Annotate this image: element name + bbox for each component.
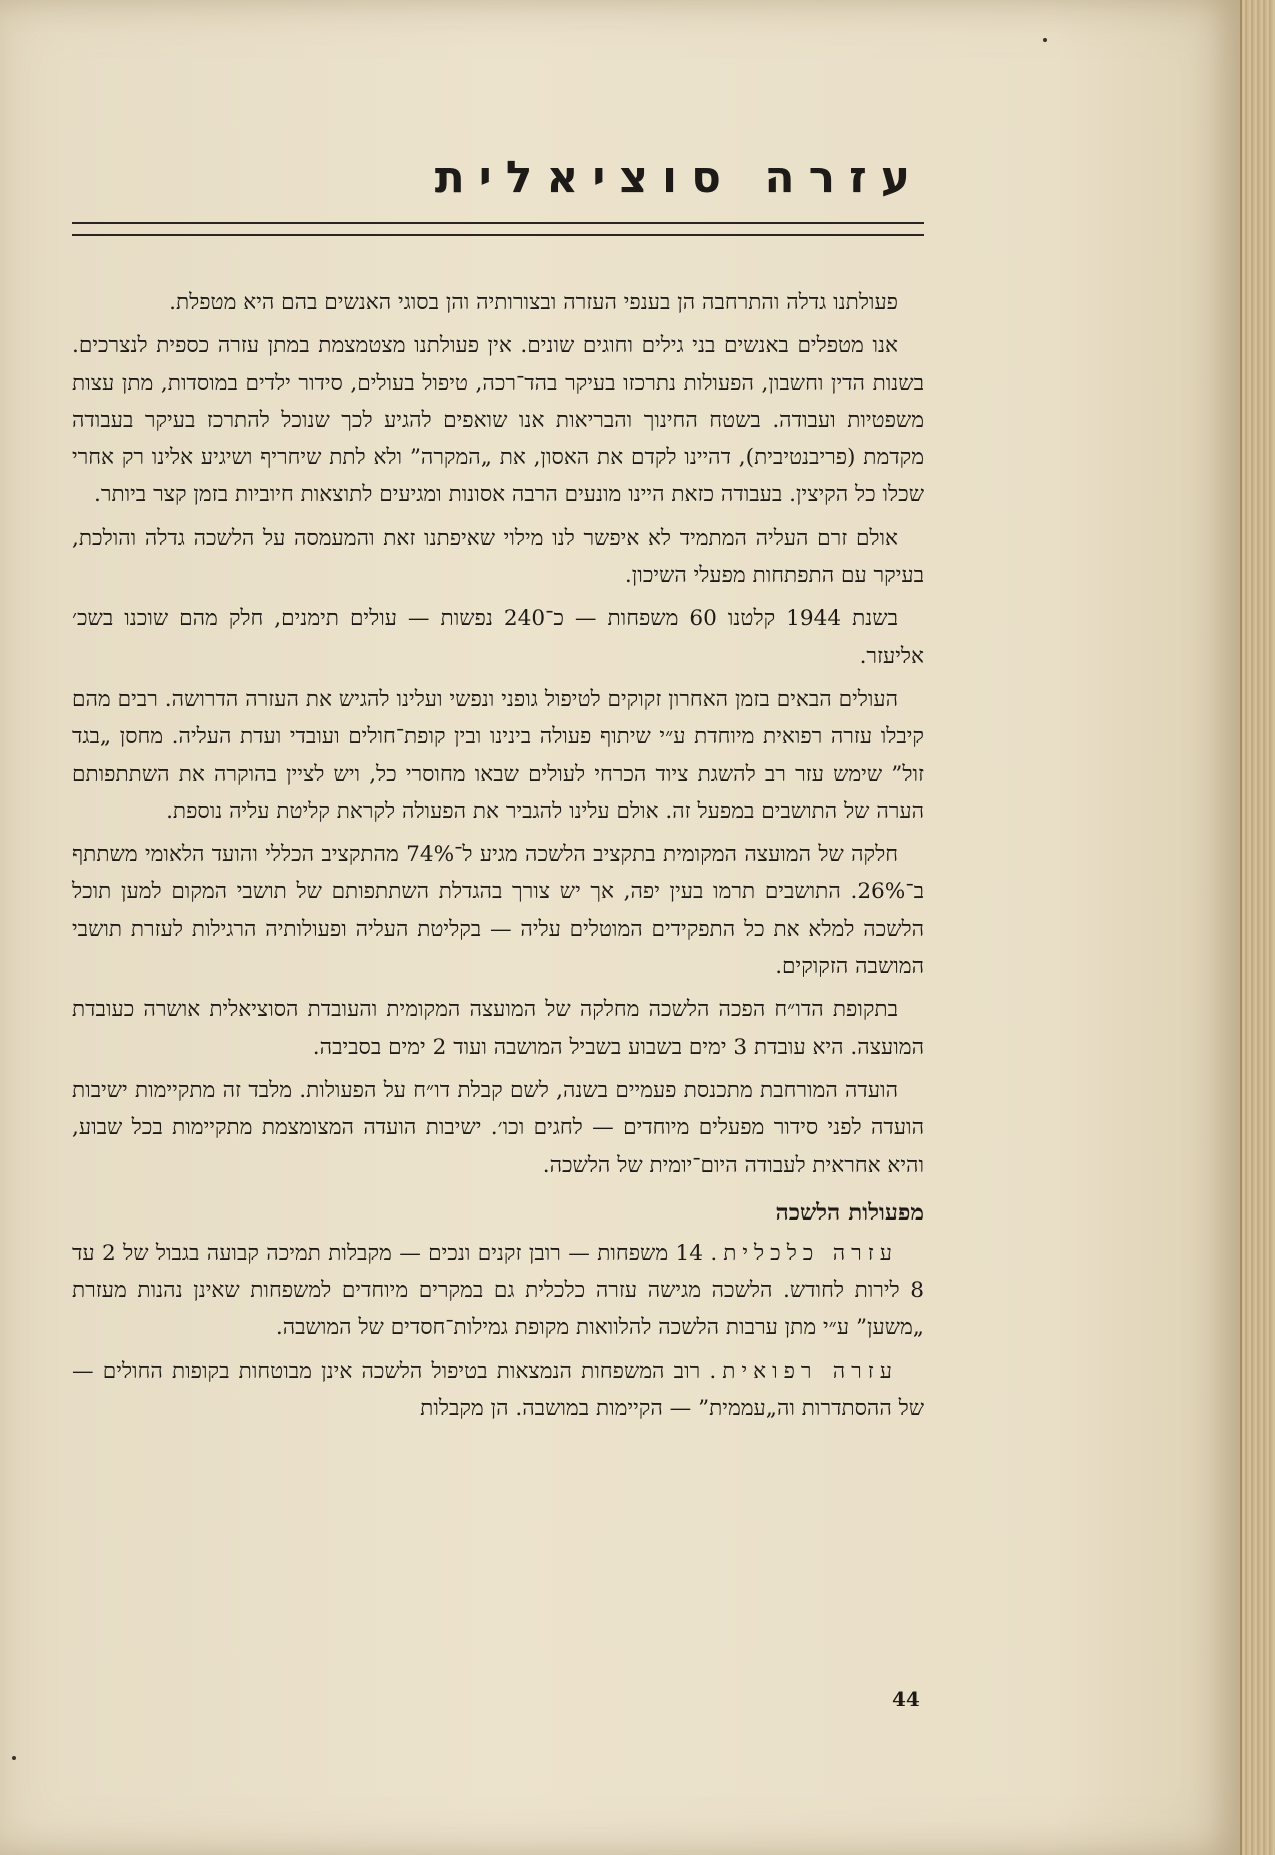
title-double-rule [72, 222, 924, 236]
title-block [72, 150, 924, 206]
section-item-text: 14 משפחות — רובן זקנים ונכים — מקבלות תמיכה קבועה בגבול של 2 עד 8 לירות לחודש. הלשכה מגישה עזרה כלכלית גם במקרים מיוחדים למשפחות שאינן נהנות מעזרת „משען” ע״י מתן ערבות הלשכה להלוואות מקופת גמילות־חסדים של המושבה. [72, 1240, 924, 1341]
paragraph-5: העולים הבאים בזמן האחרון זקוקים לטיפול גופני ונפשי ועלינו להגיש את העזרה הדרושה. רבים מהם קיבלו עזרה רפואית מיוחדת ע״י שיתוף פעולה בינינו ובין קופת־חולים ועובדי ועדת העליה. מחסן „בגד זול” שימש עזר רב להשגת ציוד הכרחי לעולים שבאו מחוסרי כל, ויש לציין בהוקרה את השתתפותם הערה של התושבים במפעל זה. אולם עלינו להגביר את הפעולה לקראת קליטת עליה נוספת. [72, 686, 924, 824]
paragraph-1: פעולתנו גדלה והתרחבה הן בענפי העזרה ובצורותיה והן בסוגי האנשים בהם היא מטפלת. [169, 290, 898, 315]
paragraph-8: הועדה המורחבת מתכנסת פעמיים בשנה, לשם קבלת דו״ח על הפעולות. מלבד זה מתקיימות ישיבות הועדה לפני סידור מפעלים מיוחדים — לחגים וכו׳. ישיבות הועדה המצומצמת מתקיימות בכל שבוע, והיא אחראית לעבודה היום־יומית של הלשכה. [72, 1077, 924, 1178]
section-item-lead: עזרה רפואית. [709, 1358, 898, 1384]
section-item-economic [72, 1235, 924, 1347]
section-item-text: רוב המשפחות הנמצאות בטיפול הלשכה אינן מבוטחות בקופות החולים — של ההסתדרות וה„עממית” — הקיימות במושבה. הן מקבלות [72, 1358, 924, 1422]
paper-speck [1043, 38, 1047, 42]
paper-speck [12, 1756, 16, 1760]
article-body [72, 284, 924, 1427]
page-edge-stack [1240, 0, 1275, 1855]
paragraph-6: חלקה של המועצה המקומית בתקציב הלשכה מגיע ל־74% מהתקציב הכללי והועד הלאומי משתתף ב־26%. התושבים תרמו בעין יפה, אך יש צורך בהגדלת השתתפותם של תושבי המקום למען תוכל הלשכה למלא את כל התפקידים המוטלים עליה — בקליטת העליה ופעולותיה הרגילות לעזרת תושבי המושבה הזקוקים. [72, 842, 924, 980]
page-content [72, 150, 924, 1433]
paragraph-4: בשנת 1944 קלטנו 60 משפחות — כ־240 נפשות — עולים תימנים, חלק מהם שוכנו בשכ׳ אליעזר. [72, 606, 924, 669]
paragraph-3: אולם זרם העליה המתמיד לא איפשר לנו מילוי שאיפתנו זאת והמעמסה על הלשכה גדלה והולכת, בעיקר עם התפתחות מפעלי השיכון. [72, 525, 924, 589]
section-item-lead: עזרה כלכלית. [710, 1240, 898, 1266]
section-heading: מפעולות הלשכה [775, 1198, 924, 1226]
page-title: עזרה סוציאלית [434, 152, 924, 203]
page-number: 44 [892, 1687, 920, 1711]
paragraph-2: אנו מטפלים באנשים בני גילים וחוגים שונים. אין פעולתנו מצטמצמת במתן עזרה כספית לנצרכים. בשנות הדין וחשבון, הפעולות נתרכזו בעיקר בהד־רכה, טיפול בעולים, סידור ילדים במוסדות, מתן עצות משפטיות ועבודה. בשטח החינוך והבריאות אנו שואפים להגיע לכך שנוכל להתרכז בעיקר בעבודה מקדמת (פריבנטיבית), דהיינו לקדם את האסון, את „המקרה” ולא לתת שיחריף ושיגיע אלינו רק אחרי שכלו כל הקיצין. בעבודה כזאת היינו מונעים הרבה אסונות ומגיעים לתוצאות חיוביות בזמן קצר ביותר. [72, 333, 924, 508]
section-item-medical [72, 1353, 924, 1428]
paragraph-7: בתקופת הדו״ח הפכה הלשכה מחלקה של המועצה המקומית והעובדת הסוציאלית אושרה כעובדת המועצה. היא עובדת 3 ימים בשבוע בשביל המושבה ועוד 2 ימים בסביבה. [72, 997, 924, 1060]
